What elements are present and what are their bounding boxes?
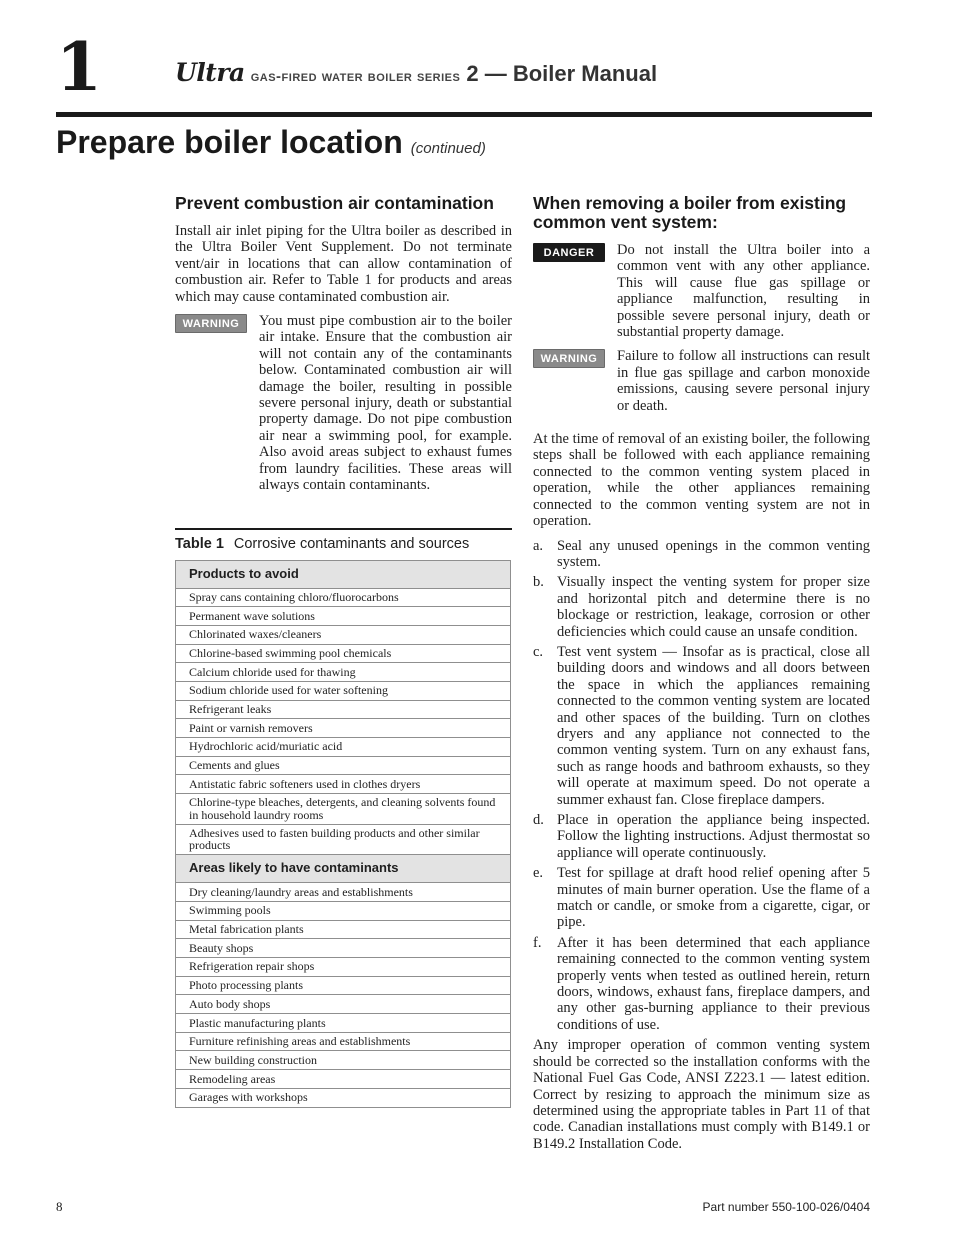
warning-badge: WARNING (533, 349, 605, 368)
table-cell: Refrigeration repair shops (176, 958, 511, 977)
table-cell: Spray cans containing chloro/fluorocarbons (176, 588, 511, 607)
step-text: Test for spillage at draft hood relief opening after 5 minutes of main burner operation. Use the flame of a match or candle, or smoke from a cigarette, cigar, or pipe. (557, 865, 870, 931)
table-row (176, 1070, 511, 1089)
vent-removal-intro: At the time of removal of an existing boiler, the following steps shall be followed with each appliance remaining connected to the common venting system placed in operation, while the other appliances remaining connected to the common venting system are not in operation. (533, 431, 870, 530)
contaminants-table (175, 560, 511, 1108)
table-cell: Beauty shops (176, 939, 511, 958)
table-cell: Antistatic fabric softeners used in clothes dryers (176, 775, 511, 794)
table-cell: Calcium chloride used for thawing (176, 663, 511, 682)
right-column (533, 194, 870, 1152)
table-cell: New building construction (176, 1051, 511, 1070)
step-text: Place in operation the appliance being inspected. Follow the lighting instructions. Adjust thermostat so appliance will operate continuously. (557, 812, 870, 861)
danger-text: Do not install the Ultra boiler into a common vent with any other appliance. This will cause flue gas spillage or appliance malfunction, resulting in possible severe personal injury, death or substantial property damage. (617, 242, 870, 341)
manual-name: 2 — Boiler Manual (466, 61, 658, 86)
table-row (176, 883, 511, 902)
step-label: d. (533, 812, 544, 828)
step-item (533, 644, 870, 808)
table-row (176, 738, 511, 757)
table-cell: Furniture refinishing areas and establishments (176, 1032, 511, 1051)
page-title (56, 124, 486, 161)
step-text: Visually inspect the venting system for proper size and horizontal pitch and determine there is no blockage or restriction, leakage, corrosion or other deficiencies which could cause an unsafe condition. (557, 574, 870, 640)
table-row (176, 958, 511, 977)
table-row (176, 700, 511, 719)
table-row (176, 607, 511, 626)
warning-callout-flue-gas (533, 348, 870, 414)
warning-callout-combustion-air (175, 313, 512, 493)
warning-badge: WARNING (175, 314, 247, 333)
warning-text: Failure to follow all instructions can result in flue gas spillage and carbon monoxide emissions, causing severe personal injury or death. (617, 348, 870, 414)
table-row (176, 1088, 511, 1107)
table-cell: Paint or varnish removers (176, 719, 511, 738)
table-cell: Garages with workshops (176, 1088, 511, 1107)
header-title (175, 56, 657, 94)
table-row (176, 775, 511, 794)
table-row (176, 588, 511, 607)
table-row (176, 644, 511, 663)
step-text: After it has been determined that each appliance remaining connected to the common venting system properly vents when tested as outlined herein, return doors, windows, exhaust fans, fireplace dampers, and any other gas-burning appliance to their previous conditions of use. (557, 934, 870, 1033)
table-cell: Plastic manufacturing plants (176, 1014, 511, 1033)
table-cell: Hydrochloric acid/muriatic acid (176, 738, 511, 757)
table-row (176, 920, 511, 939)
table-row (176, 1014, 511, 1033)
step-label: b. (533, 574, 544, 591)
step-item (533, 574, 870, 640)
table-rule (175, 528, 512, 530)
table-section-header (176, 855, 511, 883)
table-row (176, 719, 511, 738)
table-caption-text: Corrosive contaminants and sources (233, 535, 470, 552)
table-row (176, 681, 511, 700)
brand-name: Ultra (175, 58, 245, 87)
table-row (176, 625, 511, 644)
vent-closing-paragraph: Any improper operation of common venting system should be corrected so the installation conforms with the National Fuel Gas Code, ANSI Z223.1 — latest edition. Correct by resizing to approach the minimum size as determined using the appropriate tables in Part 11 of that code. Canadian installations must comply with B149.1 or B149.2 Installation Code. (533, 1037, 870, 1152)
page-title-continued: (continued) (410, 140, 486, 157)
table-cell: Chlorine-type bleaches, detergents, and cleaning solvents found in household laundry rooms (176, 794, 511, 825)
step-item (533, 812, 870, 861)
table-cell: Permanent wave solutions (176, 607, 511, 626)
table-cell: Auto body shops (176, 995, 511, 1014)
table-row (176, 939, 511, 958)
table-caption (175, 535, 512, 553)
table-row (176, 824, 511, 855)
warning-text: You must pipe combustion air to the boiler air intake. Ensure that the combustion air will not contain any of the contaminants below. Contaminated combustion air will damage the boiler, resulting in possible severe personal injury, death or substantial property damage. Do not pipe combustion air near a swimming pool, for example. Also avoid areas subject to exhaust fumes from laundry facilities. These areas will always contain contaminants. (259, 313, 512, 494)
step-label: c. (533, 643, 544, 660)
table-cell: Chlorine-based swimming pool chemicals (176, 644, 511, 663)
table-row (176, 756, 511, 775)
steps-list (533, 538, 870, 1034)
table-row (176, 794, 511, 825)
table-cell: Remodeling areas (176, 1070, 511, 1089)
table-cell: Adhesives used to fasten building products and other similar products (176, 824, 511, 855)
table-caption-label: Table 1 (175, 535, 224, 552)
step-label: e. (533, 865, 544, 882)
danger-callout (533, 242, 870, 340)
step-item (533, 538, 870, 571)
table-cell: Metal fabrication plants (176, 920, 511, 939)
table-section-header (176, 560, 511, 588)
table-cell: Cements and glues (176, 756, 511, 775)
table-row (176, 901, 511, 920)
section-heading-air-contamination: Prevent combustion air contamination (175, 193, 494, 213)
products-header: Products to avoid (176, 560, 511, 588)
areas-header: Areas likely to have contaminants (176, 855, 511, 883)
step-item (533, 865, 870, 931)
step-item (533, 935, 870, 1033)
table-cell: Chlorinated waxes/cleaners (176, 625, 511, 644)
table-row (176, 1032, 511, 1051)
header-rule (56, 112, 872, 117)
step-text: Test vent system — Insofar as is practical, close all building doors and windows and all doors between the space in which the appliances remaining connected to the common venting system are located and other spaces of the building. Turn on clothes dryers and any appliance not connected to the common venting system. Turn on any exhaust fans, such as range hoods and bathroom exhausts, so they will operate at maximum speed. Do not operate a summer exhaust fan. Close fireplace dampers. (557, 643, 870, 808)
page-title-main: Prepare boiler location (56, 124, 403, 160)
table-cell: Swimming pools (176, 901, 511, 920)
part-number: Part number 550-100-026/0404 (702, 1200, 870, 1214)
air-contamination-intro: Install air inlet piping for the Ultra boiler as described in the Ultra Boiler Vent Supplement. Do not terminate vent/air in locations that can allow contamination of combustion air. Refer to Table 1 for products and areas which may cause contaminated combustion air. (175, 223, 512, 305)
danger-badge: DANGER (533, 243, 605, 262)
table-cell: Photo processing plants (176, 976, 511, 995)
section-number: 1 (56, 28, 102, 106)
table-row (176, 976, 511, 995)
step-text: Seal any unused openings in the common venting system. (557, 537, 870, 570)
table-cell: Dry cleaning/laundry areas and establishments (176, 883, 511, 902)
section-heading-common-vent: When removing a boiler from existing common vent system: (533, 193, 847, 232)
series-name: gas-fired water boiler series (250, 68, 461, 85)
table-cell: Sodium chloride used for water softening (176, 681, 511, 700)
table-cell: Refrigerant leaks (176, 700, 511, 719)
page-number: 8 (56, 1199, 63, 1214)
table-row (176, 995, 511, 1014)
left-column (175, 194, 512, 1108)
table-row (176, 663, 511, 682)
step-label: a. (533, 537, 544, 554)
table-row (176, 1051, 511, 1070)
step-label: f. (533, 934, 542, 951)
